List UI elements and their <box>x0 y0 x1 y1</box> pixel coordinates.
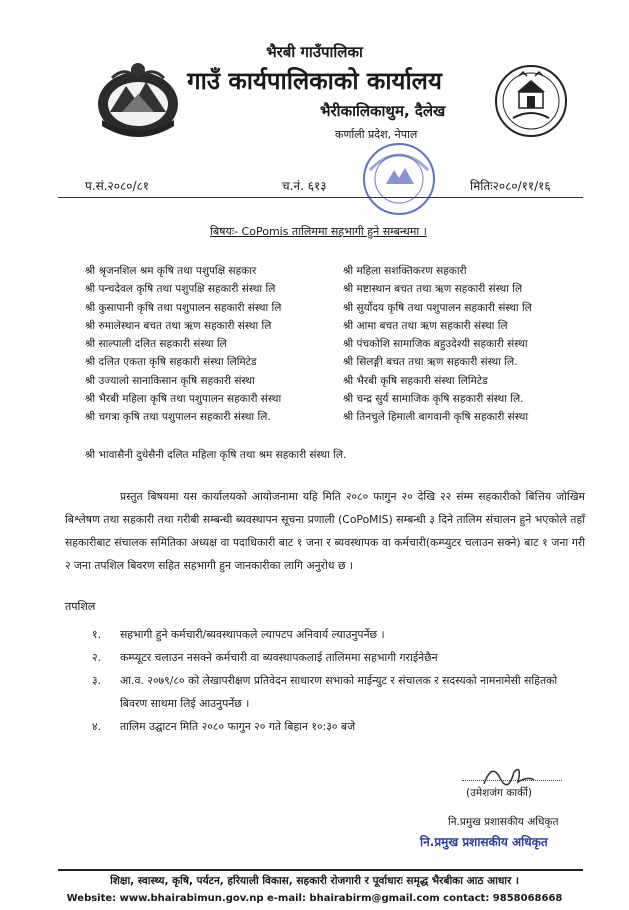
list-item: श्री भैरबी महिला कृषि तथा पशुपालन सहकारी संस्था <box>85 393 282 406</box>
item-text: कम्प्यूटर चलाउन नसक्ने कर्मचारी वा ब्यवस्थापकलाई तालिममा सहभागी गराईनेछैन <box>120 651 438 664</box>
letter-subject: बिषयः- CoPomis तालिममा सहभागी हुने सम्बन्धमा । <box>210 225 427 238</box>
body-paragraph <box>65 485 585 577</box>
office-name: गाउँ कार्यपालिकाको कार्यालय <box>187 67 442 95</box>
list-item <box>92 669 582 715</box>
signature-line <box>462 780 562 781</box>
fiscal-year: प.सं.२०८०/८१ <box>85 179 150 193</box>
item-text: सहभागी हुने कर्मचारी/ब्यवस्थापकले ल्यापटप अनिवार्य ल्याउनुपर्नेछ । <box>120 628 385 641</box>
list-item: श्री चगत्रा कृषि तथा पशुपालन सहकारी संस्था लि. <box>85 411 271 424</box>
list-item <box>92 715 582 738</box>
list-item: श्री पंचकोशि सामाजिक बहुउदेश्यी सहकारी संस्था <box>343 338 528 351</box>
item-number: ४. <box>92 720 102 733</box>
addressee-list-right <box>343 262 532 427</box>
office-province: कर्णाली प्रदेश, नेपाल <box>335 128 418 141</box>
office-stamp-icon <box>360 140 438 218</box>
dispatch-number: च.नं. ६१३ <box>282 179 327 193</box>
list-item: श्री श्रृजनशिल श्रम कृषि तथा पशुपक्षि सहकार <box>85 265 257 277</box>
list-item: श्री पन्चदेवल कृषि तथा पशुपक्षि सहकारी संस्था लि <box>85 283 276 296</box>
footer-divider <box>58 869 583 871</box>
list-item: श्री मष्टास्थान बचत तथा ऋण सहकारी संस्था लि <box>343 283 523 296</box>
footer-motto: शिक्षा, स्वास्थ्य, कृषि, पर्यटन, हरियाली विकास, सहकारी रोजगारी र पूर्वाधारः समृद्ध भैरबीका आठ आधार । <box>110 875 519 887</box>
item-text: तालिम उद्घाटन मिति २०८० फागुन २० गते बिहान १०:३० बजे <box>120 720 356 733</box>
conditions-list <box>92 623 582 738</box>
header-divider <box>58 197 583 198</box>
letter-date: मितिः२०८०/११/१६ <box>470 179 551 193</box>
list-item: श्री दलित एकता कृषि सहकारी संस्था लिमिटेड <box>85 356 257 369</box>
list-item: श्री तिनचुले हिमाली बागवानी कृषि सहकारी संस्था <box>343 411 529 424</box>
list-item: श्री रुमालेस्थान बचत तथा ऋण सहकारी संस्था लि <box>85 319 272 332</box>
addressee-list-left <box>85 262 281 427</box>
item-number: २. <box>92 651 102 664</box>
list-item: श्री उज्यालो सानाकिसान कृषि सहकारी संस्था <box>85 374 255 387</box>
list-item <box>92 623 582 646</box>
item-number: १. <box>92 628 102 641</box>
list-item: श्री सुर्योदय कृषि तथा पशुपालन सहकारी संस्था लि <box>343 301 532 314</box>
footer-contact: Website: www.bhairabimun.gov.np e-mail: bhairabirm@gmail.com contact: 9858068668 <box>66 893 563 904</box>
list-item: श्री कुसापानी कृषि तथा पशुपालन सहकारी संस्था लि <box>85 301 282 314</box>
signatory-title: नि.प्रमुख प्रशासकीय अधिकृत <box>448 816 559 828</box>
list-item: श्री आमा बचत तथा ऋण सहकारी संस्था लि <box>343 319 508 332</box>
addressee-last: श्री भावासैनी दुधेसैनी दलित महिला कृषि तथा श्रम सहकारी संस्था लि. <box>85 449 347 461</box>
list-item: श्री भैरबी कृषि सहकारी संस्था लिमिटेड <box>343 374 488 387</box>
body-paragraph-text: प्रस्तुत बिषयमा यस कार्यालयको आयोजनामा यहि मिति २०८० फागुन २० देखि २२ संम्म सहकारीको बित्तिय जोखिम बिश्लेषण तथा सहकारी तथा गरीबी सम्बन्धी ब्यवस्थापन सूचना प्रणाली (CoPoMIS) सम्बन्धी ३ दिने तालिम संचालन हुने भएकोले तहाँ सहकारीबाट संचालक समितिका अध्यक्ष वा पदाधिकारी बाट १ जना र ब्यवस्थापक वा कर्मचारी(कम्प्युटर चलाउन सक्ने) बाट १ जना गरी २ जना तपशिल बिवरण सहित सहभागी हुन जानकारीका लागि अनुरोध छ । <box>65 490 585 572</box>
details-heading: तपशिल <box>65 600 96 613</box>
municipality-name: भैरबी गाउँपालिका <box>266 43 363 61</box>
list-item: श्री चन्द्र सुर्य सामाजिक कृषि सहकारी संस्था लि. <box>343 393 524 406</box>
signatory-stamp: नि.प्रमुख प्रशासकीय अधिकृत <box>420 835 548 849</box>
office-place: भैरीकालिकाथुम, दैलेख <box>320 102 446 120</box>
item-text: आ.व. २०७९/८० को लेखापरीक्षण प्रतिवेदन साधारण सभाको माईन्युट र संचालक र सदस्यको नामनामेसी सहितको बिवरण साथमा लिई आउनुपर्नेछ । <box>120 674 558 710</box>
list-item: श्री महिला सशक्तिकरण सहकारी <box>343 265 467 277</box>
list-item <box>92 646 582 669</box>
list-item: श्री सिलङ्गी बचत तथा ऋण सहकारी संस्था लि. <box>343 356 518 369</box>
list-item: श्री साल्पाली दलित सहकारी संस्था लि <box>85 338 227 351</box>
signatory-name: (उमेशजंग कार्की) <box>466 787 532 799</box>
item-number: ३. <box>92 674 102 687</box>
